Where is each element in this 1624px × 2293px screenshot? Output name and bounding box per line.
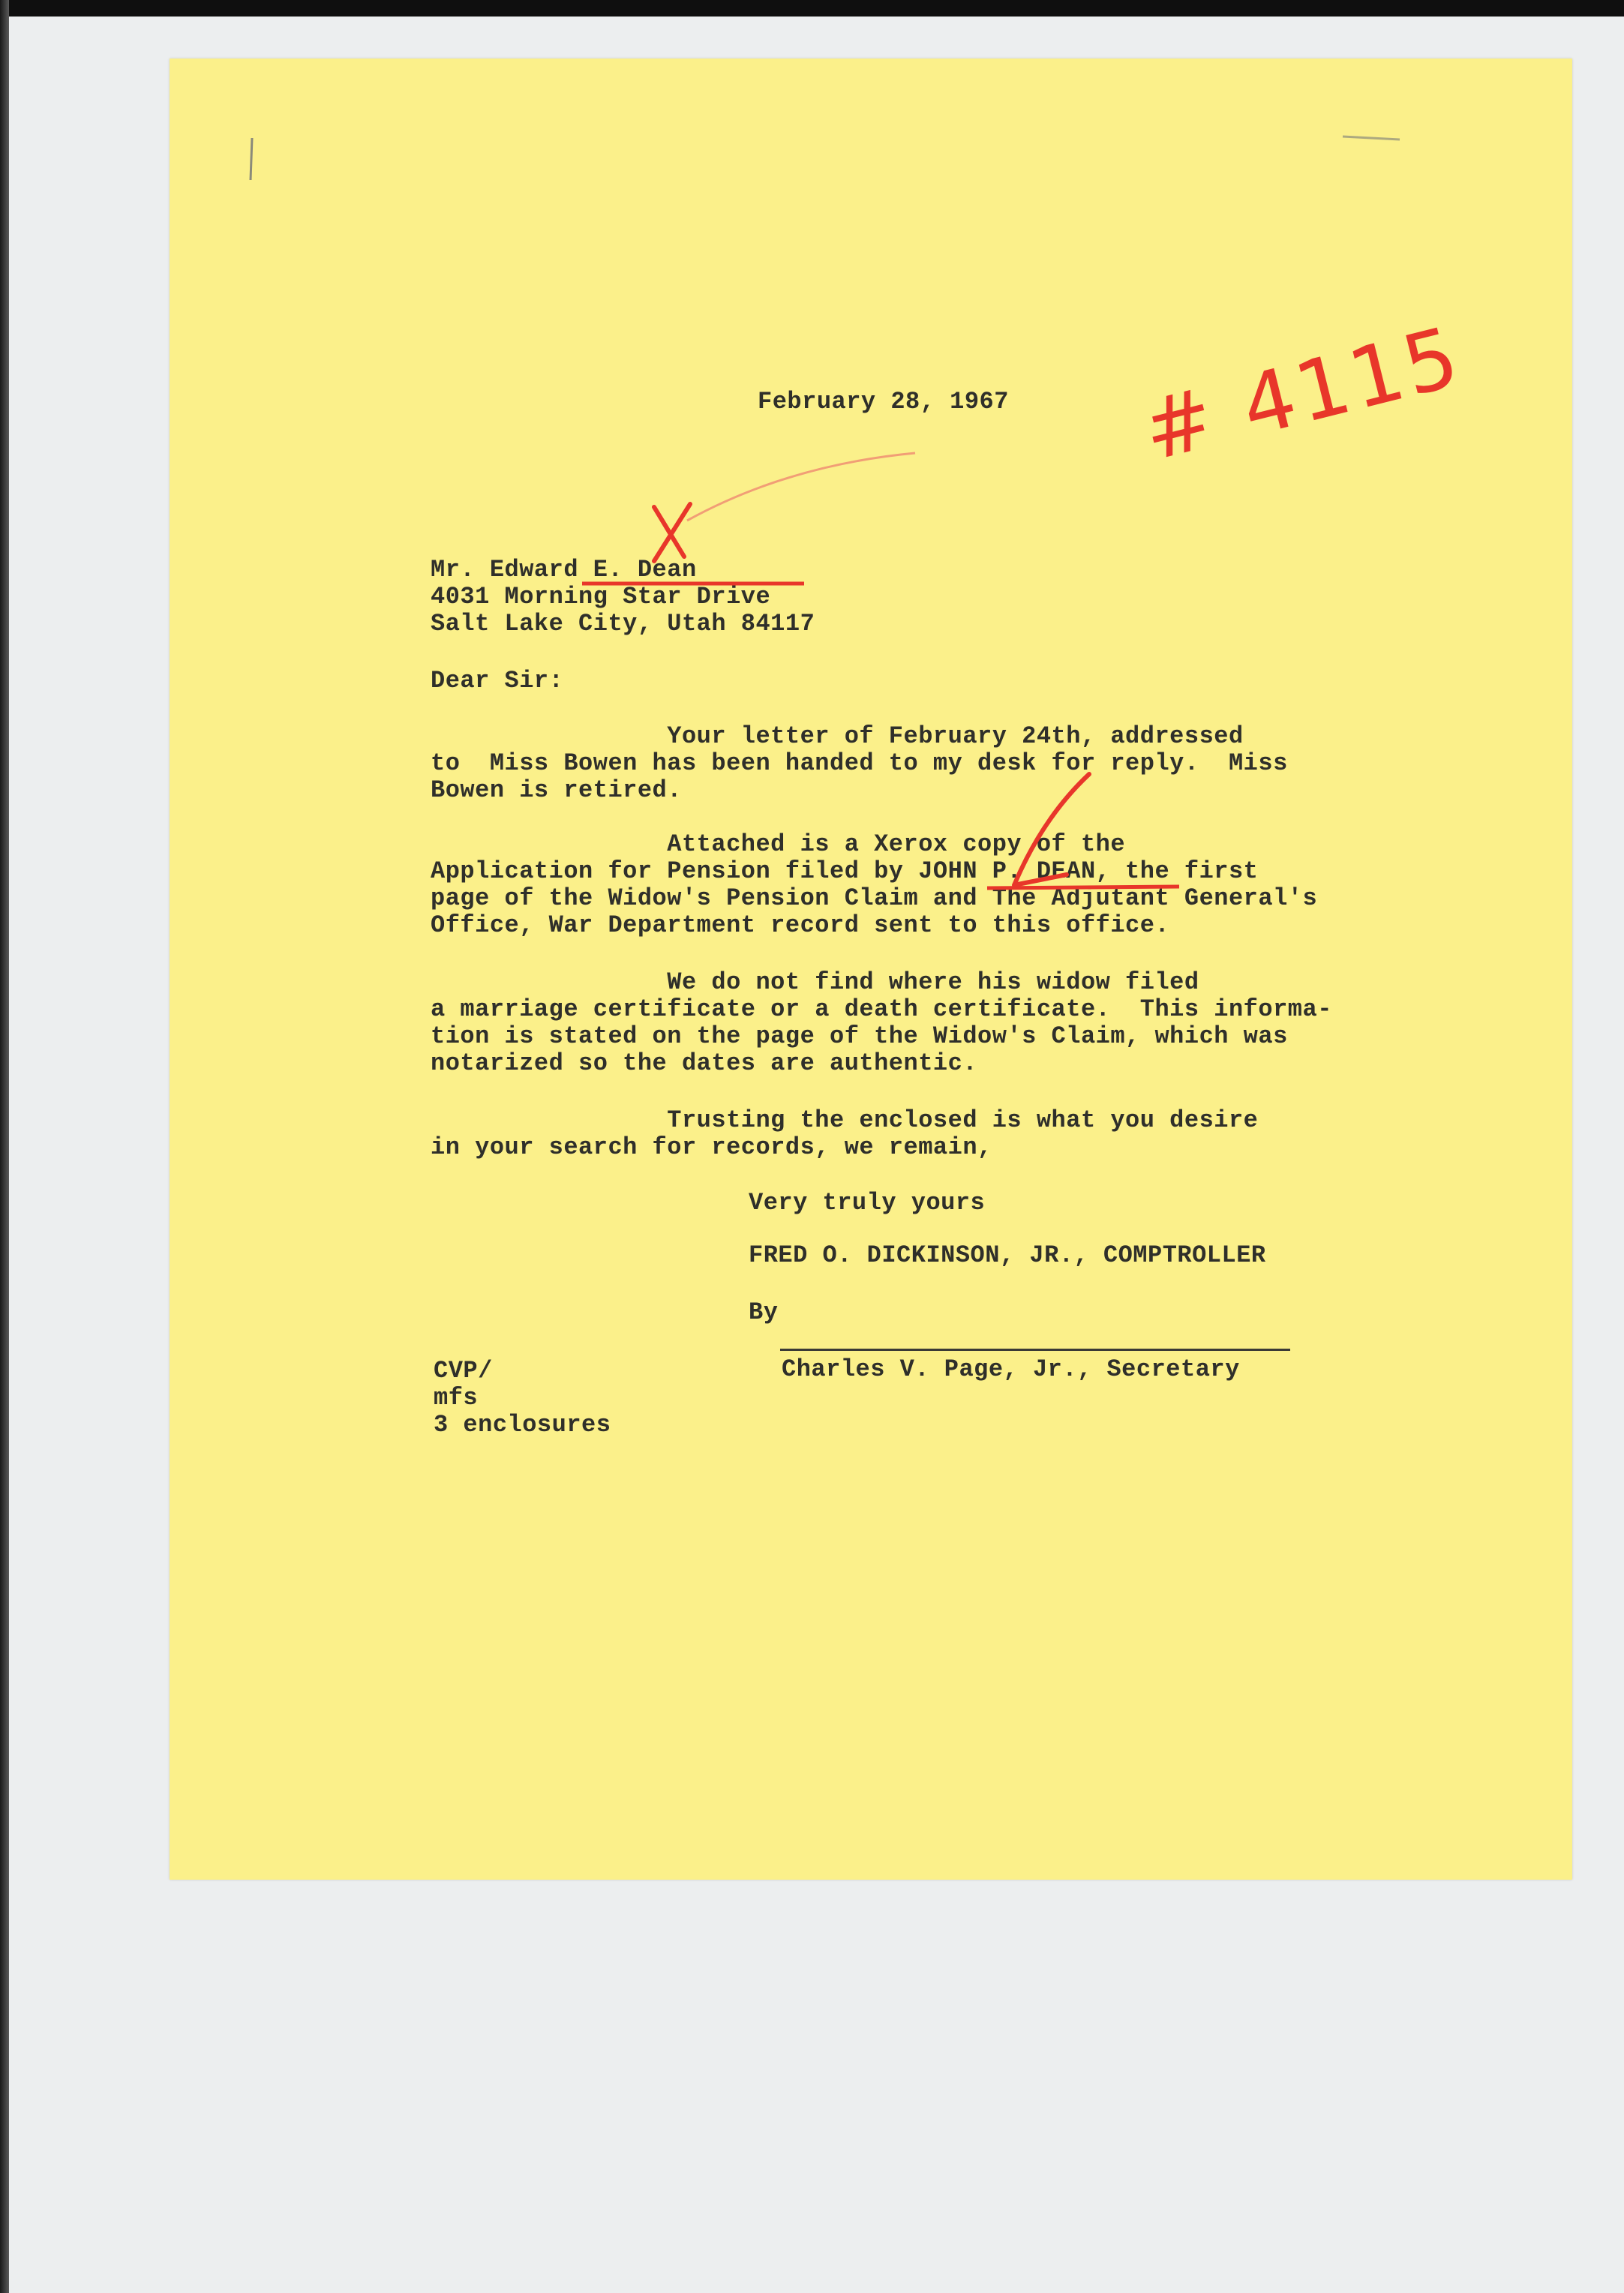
body-line: Your letter of February 24th, addressed <box>431 722 1244 750</box>
by-label: By <box>749 1298 779 1326</box>
body-line: notarized so the dates are authentic. <box>431 1049 978 1077</box>
body-line: tion is stated on the page of the Widow's Claim, which was <box>431 1022 1288 1050</box>
body-line: a marriage certificate or a death certificate. This informa- <box>431 995 1332 1023</box>
body-line: to Miss Bowen has been handed to my desk for reply. Miss <box>431 749 1288 777</box>
red-connector-line <box>687 453 915 521</box>
sender: FRED O. DICKINSON, JR., COMPTROLLER <box>749 1241 1266 1269</box>
body-line: in your search for records, we remain, <box>431 1133 992 1161</box>
body-line: Bowen is retired. <box>431 776 682 804</box>
body-line: We do not find where his widow filed <box>431 968 1199 996</box>
reference-typist: mfs <box>434 1384 479 1412</box>
body-line: Application for Pension filed by JOHN P. DEAN, the first <box>431 857 1259 885</box>
body-line: page of the Widow's Pension Claim and The Adjutant General's <box>431 884 1318 912</box>
salutation: Dear Sir: <box>431 667 564 695</box>
paper-scuff <box>1343 137 1400 140</box>
reference-initials: CVP/ <box>434 1357 493 1385</box>
red-underline-dean <box>987 887 1179 888</box>
closing: Very truly yours <box>749 1189 986 1217</box>
red-x-mark <box>654 504 690 561</box>
recipient-city: Salt Lake City, Utah 84117 <box>431 610 815 638</box>
body-line: Attached is a Xerox copy of the <box>431 830 1126 858</box>
body-line: Trusting the enclosed is what you desire <box>431 1106 1259 1134</box>
pencil-tick <box>251 138 252 180</box>
red-check-mark <box>1014 774 1089 885</box>
signature-name: Charles V. Page, Jr., Secretary <box>782 1355 1240 1383</box>
enclosures-note: 3 enclosures <box>434 1411 611 1439</box>
recipient-name: Mr. Edward E. Dean <box>431 556 697 584</box>
letter-date: February 28, 1967 <box>758 388 1009 416</box>
handwritten-case-number: # 4115 <box>1133 308 1471 480</box>
body-line: Office, War Department record sent to this office. <box>431 911 1170 939</box>
recipient-street: 4031 Morning Star Drive <box>431 583 771 611</box>
